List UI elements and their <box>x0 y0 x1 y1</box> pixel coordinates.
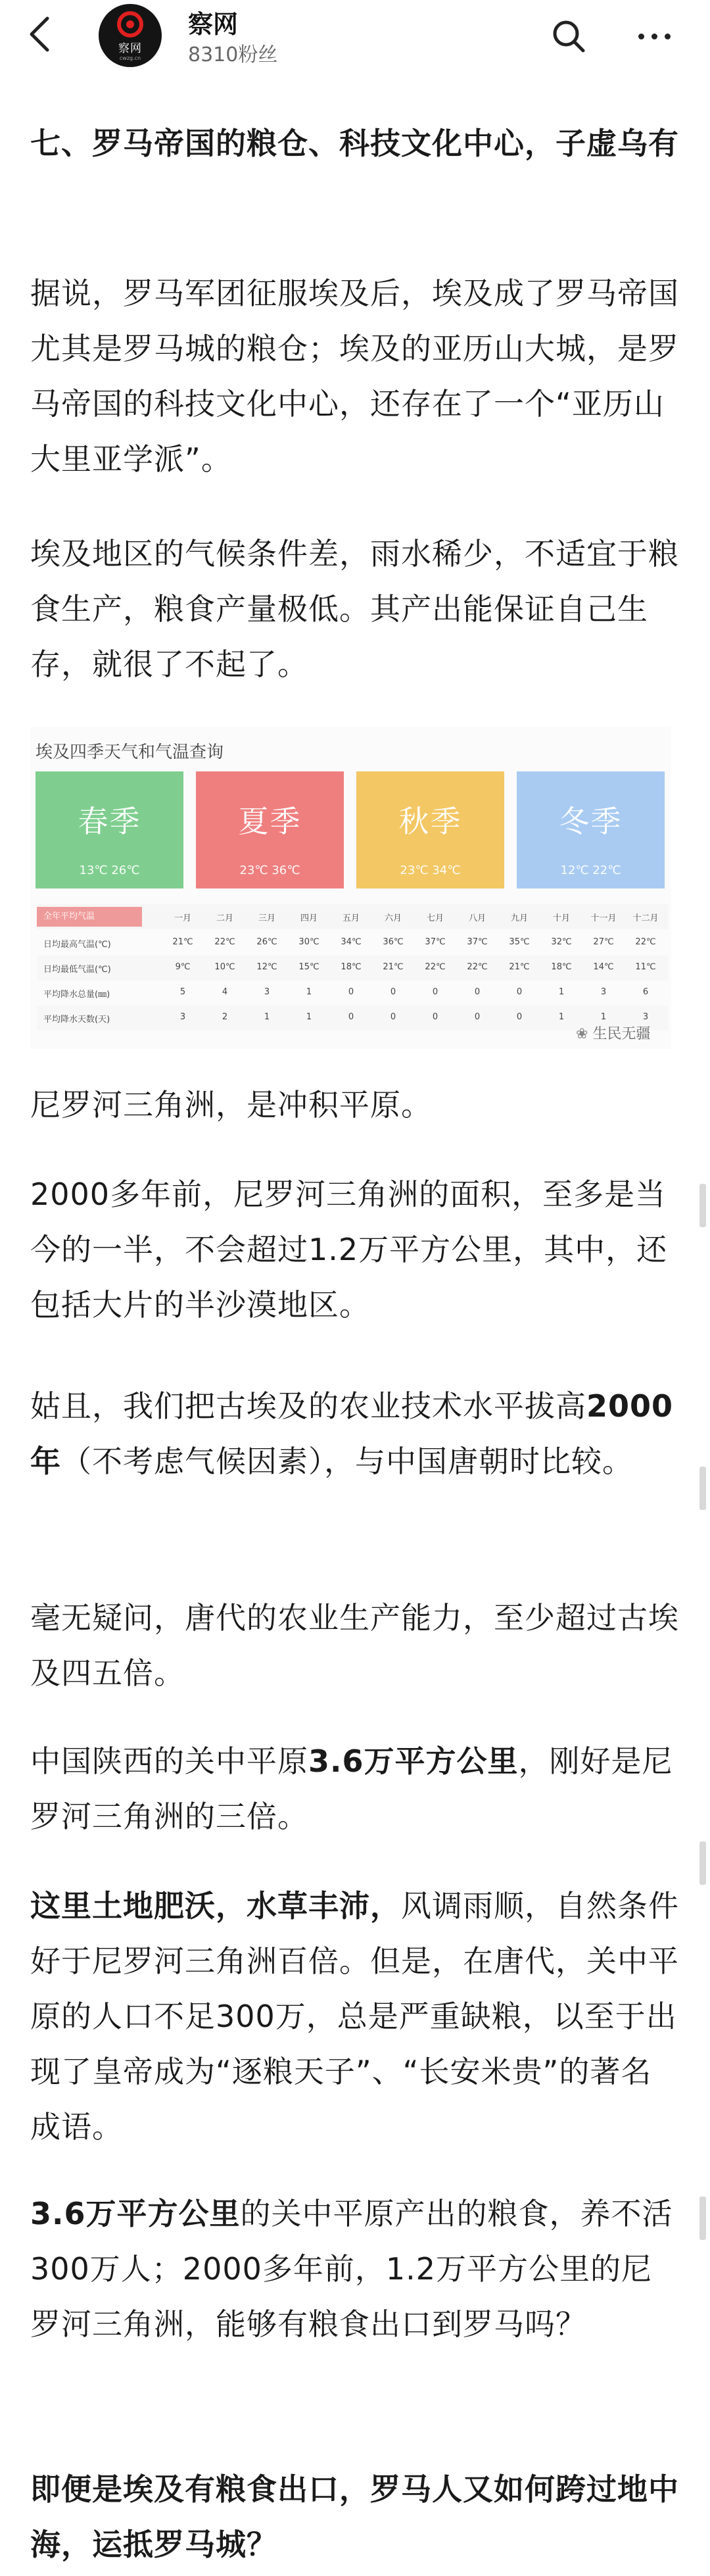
table-header-cell: 二月 <box>216 913 233 923</box>
table-cell: 30℃ <box>298 937 320 947</box>
season-card-summer <box>196 771 344 888</box>
season-temp: 23℃ 34℃ <box>400 863 461 877</box>
season-name: 冬季 <box>559 804 623 839</box>
season-name: 秋季 <box>398 804 462 839</box>
paragraph: 埃及地区的气候条件差，雨水稀少，不适宜于粮食生产，粮食产量极低。其产出能保证自己生存，就很了不起了。 <box>30 536 679 682</box>
season-temp: 12℃ 22℃ <box>560 863 621 877</box>
table-cell: 0 <box>348 987 354 997</box>
table-cell: 37℃ <box>467 937 488 947</box>
scroll-indicator <box>699 1841 706 1885</box>
table-cell: 1 <box>600 1012 607 1022</box>
chevron-left-icon <box>28 16 51 53</box>
table-cell: 0 <box>474 987 481 997</box>
search-button[interactable] <box>546 13 592 59</box>
table-cell: 36℃ <box>383 937 404 947</box>
table-cell: 26℃ <box>256 937 277 947</box>
table-cell: 1 <box>306 1012 312 1022</box>
table-header-cell: 六月 <box>384 913 402 923</box>
section-heading: 七、罗马帝国的粮仓、科技文化中心，子虚乌有 <box>30 126 679 161</box>
avatar-logo-sub: cwzg.cn <box>119 55 141 61</box>
table-header-cell: 全年平均气温 <box>37 907 142 927</box>
table-cell: 9℃ <box>175 962 191 972</box>
table-header-cell: 八月 <box>468 913 486 923</box>
table-cell: 1 <box>558 987 565 997</box>
figure-caption: 埃及四季天气和气温查询 <box>36 742 224 762</box>
table-header-cell: 五月 <box>342 913 360 923</box>
table-cell: 6 <box>642 987 649 997</box>
table-cell: 3 <box>264 987 270 997</box>
table-cell: 18℃ <box>341 962 362 972</box>
back-button[interactable] <box>20 14 59 54</box>
account-avatar[interactable] <box>99 4 162 67</box>
table-cell: 0 <box>390 987 396 997</box>
table-row-label: 平均降水总量(㎜) <box>43 990 110 1000</box>
paragraph: 尼罗河三角洲，是冲积平原。 <box>30 1087 432 1123</box>
table-row <box>37 956 668 981</box>
table-cell: 21℃ <box>509 962 530 972</box>
table-cell: 11℃ <box>635 962 656 972</box>
table-cell: 18℃ <box>551 962 572 972</box>
table-cell: 4 <box>222 987 228 997</box>
table-cell: 0 <box>390 1012 396 1022</box>
table-cell: 14℃ <box>593 962 614 972</box>
table-header-cell: 一月 <box>174 913 191 923</box>
table-cell: 21℃ <box>172 937 193 947</box>
table-header-cell: 十二月 <box>632 913 659 923</box>
table-cell: 0 <box>348 1012 354 1022</box>
table-cell: 2 <box>222 1012 228 1022</box>
table-cell: 1 <box>558 1012 565 1022</box>
season-name: 春季 <box>78 804 141 839</box>
top-bar <box>0 0 710 72</box>
table-header-row <box>37 904 668 929</box>
scroll-indicator <box>699 1184 706 1227</box>
table-row-label: 日均最低气温(℃) <box>43 965 111 975</box>
table-cell: 34℃ <box>341 937 362 947</box>
table-cell: 5 <box>179 987 186 997</box>
climate-image[interactable] <box>30 727 671 1049</box>
table-cell: 22℃ <box>214 937 235 947</box>
table-row <box>37 981 668 1006</box>
table-cell: 0 <box>432 1012 438 1022</box>
watermark-text: 生民无疆 <box>592 1026 651 1042</box>
more-options-button[interactable] <box>625 13 684 59</box>
table-cell: 15℃ <box>298 962 320 972</box>
avatar-logo-text: 察网 <box>118 42 142 55</box>
table-header-cell: 四月 <box>300 913 318 923</box>
season-name: 夏季 <box>238 804 302 839</box>
paragraph: 据说，罗马军团征服埃及后，埃及成了罗马帝国尤其是罗马城的粮仓；埃及的亚历山大城，是罗马帝国的科技文化中心，还存在了一个“亚历山大里亚学派”。 <box>30 276 679 477</box>
paragraph-bold: 即便是埃及有粮食出口，罗马人又如何跨过地中海，运抵罗马城？ <box>30 2471 679 2562</box>
season-temp: 13℃ 26℃ <box>79 863 140 877</box>
image-watermark <box>576 1023 650 1043</box>
season-card-autumn <box>356 771 504 888</box>
table-cell: 21℃ <box>383 962 404 972</box>
table-cell: 0 <box>516 987 523 997</box>
more-dot-icon <box>665 34 671 39</box>
table-header-cell: 十月 <box>552 913 570 923</box>
table-cell: 22℃ <box>635 937 656 947</box>
table-row-label: 平均降水天数(天) <box>43 1015 110 1025</box>
more-dot-icon <box>638 34 644 39</box>
paragraph: 这里土地肥沃，水草丰沛，风调雨顺，自然条件好于尼罗河三角洲百倍。但是，在唐代，关中平原的人口不足300万，总是严重缺粮，以至于出现了皇帝成为“逐粮天子”、“长安米贵”的著名成语。 <box>30 1888 679 2145</box>
table-cell: 3 <box>179 1012 186 1022</box>
paragraph: 3.6万平方公里的关中平原产出的粮食，养不活300万人；2000多年前，1.2万平方公里的尼罗河三角洲，能够有粮食出口到罗马吗？ <box>30 2196 673 2342</box>
table-cell: 10℃ <box>214 962 235 972</box>
more-dot-icon <box>651 34 657 39</box>
paragraph: 姑且，我们把古埃及的农业技术水平拔高2000年（不考虑气候因素），与中国唐朝时比较。 <box>30 1388 674 1479</box>
season-card-spring <box>36 771 183 888</box>
table-header-cell: 七月 <box>426 913 444 923</box>
table-header-cell: 九月 <box>510 913 528 923</box>
table-row <box>37 1006 668 1031</box>
table-row <box>37 931 668 956</box>
paragraph: 中国陕西的关中平原3.6万平方公里，刚好是尼罗河三角洲的三倍。 <box>30 1743 673 1834</box>
table-cell: 0 <box>516 1012 523 1022</box>
table-cell: 22℃ <box>425 962 446 972</box>
table-cell: 32℃ <box>551 937 572 947</box>
table-cell: 3 <box>642 1012 649 1022</box>
follower-count: 8310粉丝 <box>188 43 278 66</box>
paragraph: 毫无疑问，唐代的农业生产能力，至少超过古埃及四五倍。 <box>30 1600 679 1691</box>
table-cell: 0 <box>432 987 438 997</box>
table-cell: 3 <box>600 987 607 997</box>
season-temp: 23℃ 36℃ <box>239 863 300 877</box>
wechat-icon: ❀ <box>576 1026 593 1042</box>
search-icon <box>550 18 587 55</box>
table-cell: 27℃ <box>593 937 614 947</box>
table-cell: 12℃ <box>256 962 277 972</box>
table-cell: 37℃ <box>425 937 446 947</box>
scroll-indicator <box>699 1467 706 1510</box>
account-name[interactable]: 察网 <box>188 10 239 39</box>
brand-logo-icon <box>117 11 143 37</box>
table-row-label: 日均最高气温(℃) <box>43 940 111 950</box>
table-cell: 1 <box>306 987 312 997</box>
table-cell: 0 <box>474 1012 481 1022</box>
table-cell: 1 <box>264 1012 270 1022</box>
table-cell: 35℃ <box>509 937 530 947</box>
table-cell: 22℃ <box>467 962 488 972</box>
season-card-winter <box>517 771 665 888</box>
scroll-indicator <box>699 2197 706 2240</box>
table-header-cell: 三月 <box>258 913 275 923</box>
table-header-cell: 十一月 <box>590 913 617 923</box>
paragraph: 2000多年前，尼罗河三角洲的面积，至多是当今的一半，不会超过1.2万平方公里，其中，还包括大片的半沙漠地区。 <box>30 1177 668 1323</box>
